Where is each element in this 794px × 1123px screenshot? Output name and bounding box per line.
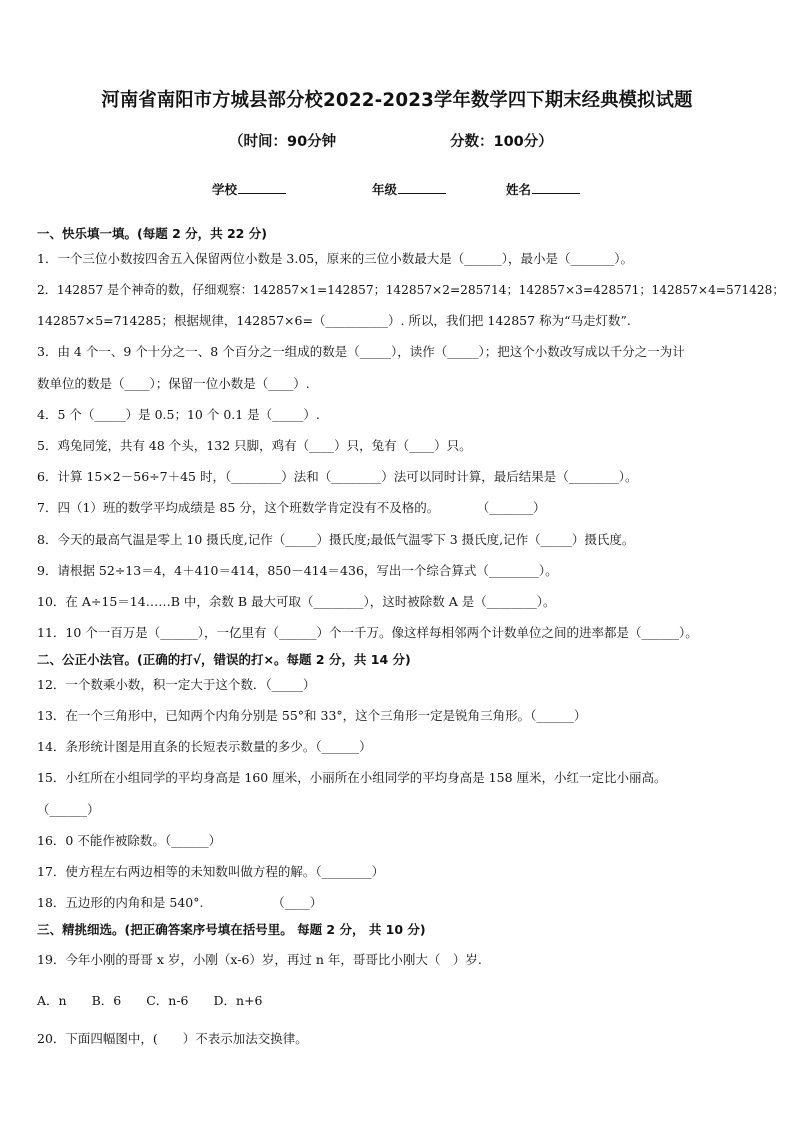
question-20: 20．下面四幅图中，( ）不表示加法交换律。	[37, 1031, 308, 1046]
question-16: 16．0 不能作被除数。（______）	[37, 833, 222, 848]
school-label: 学校	[212, 182, 238, 197]
question-8: 8．今天的最高气温是零上 10 摄氏度,记作（_____）摄氏度;最低气温零下 3 摄氏度,记作（_____）摄氏度。	[37, 532, 635, 547]
name-field	[506, 180, 580, 198]
grade-label: 年级	[372, 182, 398, 197]
section-2-heading: 二、公正小法官。(正确的打√，错误的打×。每题 2 分，共 14 分)	[37, 652, 411, 667]
grade-blank	[398, 181, 446, 194]
question-3-line-1: 3．由 4 个一、9 个十分之一、8 个百分之一组成的数是（_____），读作（_____）；把这个小数改写成以千分之一为计	[37, 344, 685, 359]
school-field	[212, 180, 286, 198]
score-label: 分数：100分）	[450, 134, 553, 150]
question-17: 17．使方程左右两边相等的未知数叫做方程的解。（________）	[37, 864, 385, 879]
question-2-line-2: 142857×5=714285；根据规律，142857×6=（__________）. 所以，我们把 142857 称为“马走灯数”.	[37, 313, 631, 328]
name-label: 姓名	[506, 182, 532, 197]
question-11: 11．10 个一百万是（______），一亿里有（______）个一千万。像这样每相邻两个计数单位之间的进率都是（______）。	[37, 625, 698, 640]
grade-field	[372, 180, 446, 198]
question-19: 19．今年小刚的哥哥 x 岁，小刚（x-6）岁，再过 n 年，哥哥比小刚大（ ）岁.	[37, 952, 482, 967]
question-1: 1．一个三位小数按四舍五入保留两位小数是 3.05，原来的三位小数最大是（______），最小是（_______）。	[37, 251, 634, 266]
question-10: 10．在 A÷15＝14……B 中，余数 B 最大可取（________），这时被除数 A 是（________）。	[37, 594, 556, 609]
question-15-line-2: （______）	[37, 802, 100, 817]
section-3-heading: 三、精挑细选。(把正确答案序号填在括号里。 每题 2 分， 共 10 分)	[37, 922, 426, 937]
question-13: 13．在一个三角形中，已知两个内角分别是 55°和 33°，这个三角形一定是锐角三角形。（______）	[37, 708, 587, 723]
question-9: 9．请根据 52÷13＝4，4＋410＝414，850－414＝436，写出一个综合算式（________）。	[37, 563, 558, 578]
page-title: 河南省南阳市方城县部分校2022-2023学年数学四下期末经典模拟试题	[101, 90, 693, 111]
question-7: 7．四（1）班的数学平均成绩是 85 分，这个班数学肯定没有不及格的。 （_______）	[37, 500, 546, 515]
question-2-line-1: 2．142857 是个神奇的数，仔细观察：142857×1=142857；142857×2=285714；142857×3=428571；142857×4=571428；	[37, 282, 785, 297]
question-6: 6．计算 15×2－56÷7＋45 时，（________）法和（________）法可以同时计算，最后结果是（________）。	[37, 469, 638, 484]
name-blank	[532, 181, 580, 194]
question-4: 4．5 个（_____）是 0.5；10 个 0.1 是（_____）.	[37, 407, 320, 422]
school-blank	[238, 181, 286, 194]
question-18: 18．五边形的内角和是 540°. （____）	[37, 895, 323, 910]
question-19-options: A．n B．6 C．n-6 D．n+6	[37, 993, 263, 1008]
question-14: 14．条形统计图是用直条的长短表示数量的多少。（______）	[37, 739, 372, 754]
question-12: 12．一个数乘小数，积一定大于这个数．（_____）	[37, 677, 316, 692]
question-15-line-1: 15．小红所在小组同学的平均身高是 160 厘米，小丽所在小组同学的平均身高是 158 厘米，小红一定比小丽高。	[37, 770, 667, 785]
question-5: 5．鸡兔同笼，共有 48 个头，132 只脚，鸡有（____）只，兔有（____）只。	[37, 438, 472, 453]
section-1-heading: 一、快乐填一填。(每题 2 分，共 22 分)	[37, 226, 267, 241]
time-label: （时间：90分钟	[229, 134, 337, 150]
question-3-line-2: 数单位的数是（____）；保留一位小数是（____）.	[37, 376, 310, 391]
